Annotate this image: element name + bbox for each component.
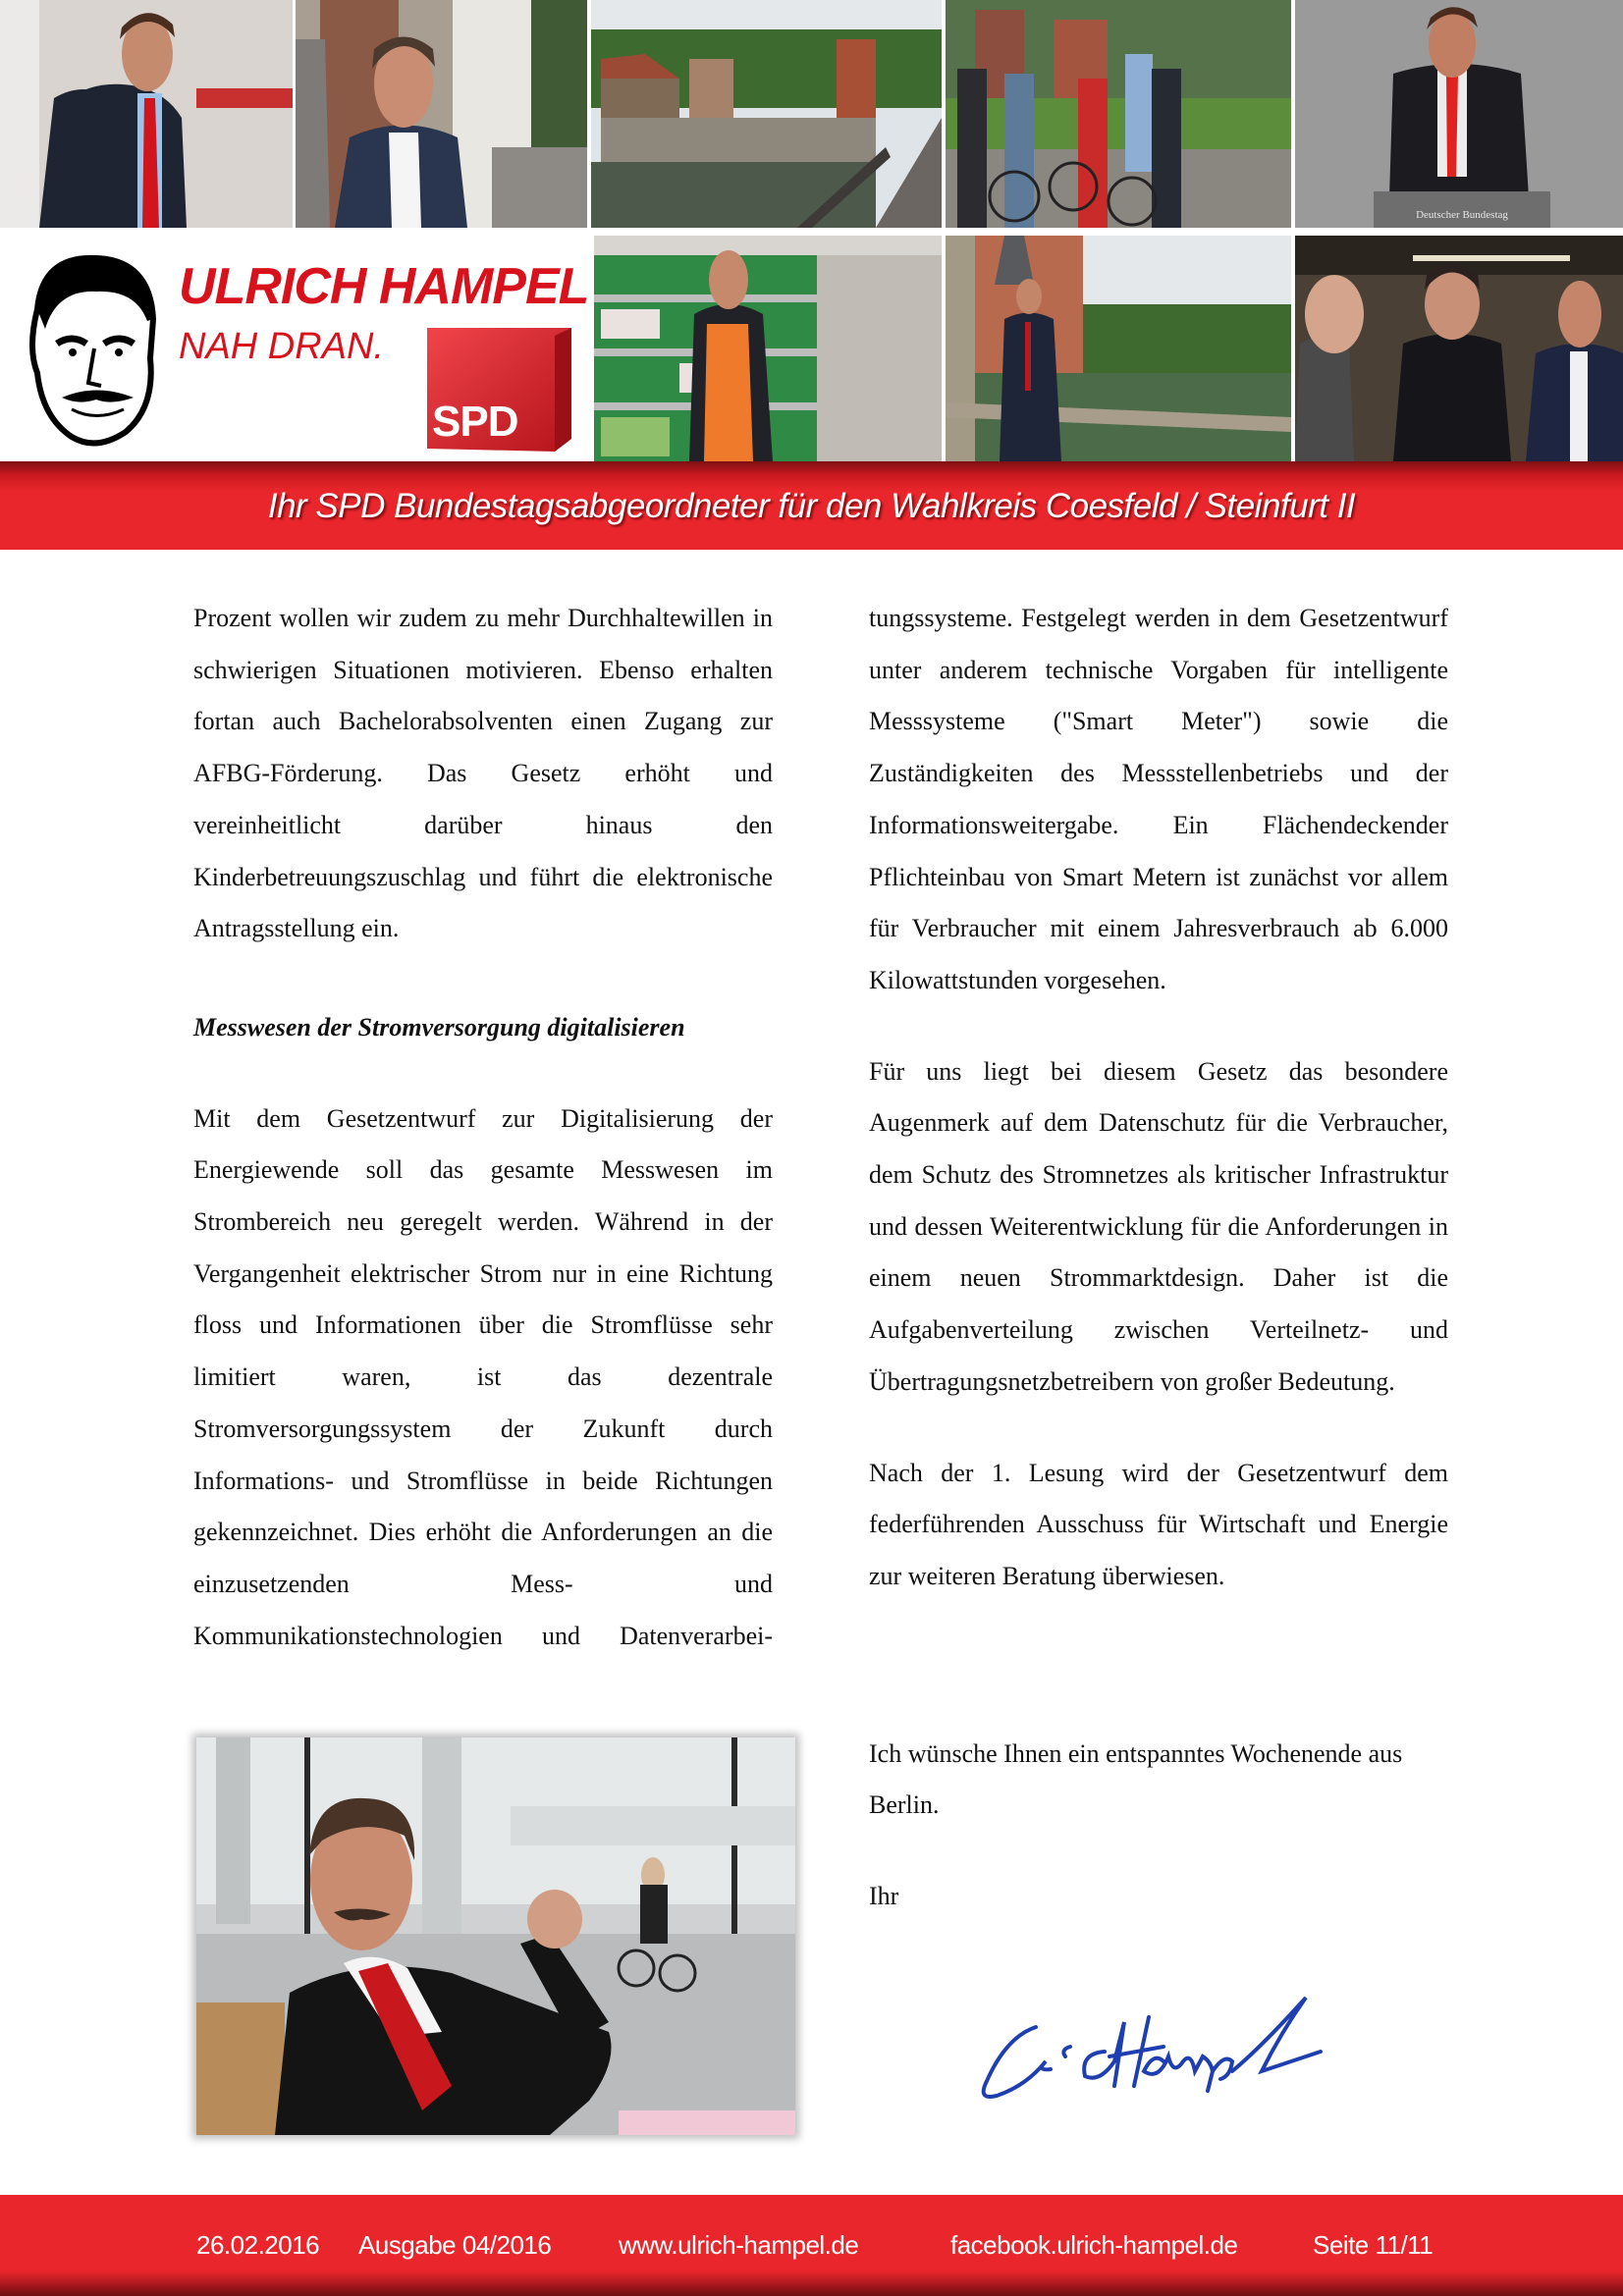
footer-date: 26.02.2016 <box>196 2230 320 2260</box>
logo-tagline: NAH DRAN. <box>179 326 385 367</box>
sign-off: Ihr <box>869 1882 899 1911</box>
photo-bicycle-group <box>946 0 1291 228</box>
photo-food-bank <box>591 236 942 461</box>
footer-website-link[interactable]: www.ulrich-hampel.de <box>619 2230 859 2260</box>
footer-bar <box>0 2195 1623 2296</box>
banner-title: Ihr SPD Bundestagsabgeordneter für den Wahlkreis Coesfeld / Steinfurt II <box>267 487 1356 525</box>
podium-sign-text: Deutscher Bundestag <box>1416 209 1508 221</box>
photo-castle-moat <box>591 0 942 228</box>
spd-logo-text: SPD <box>432 398 518 446</box>
left-column <box>193 593 773 1662</box>
section-heading: Messwesen der Stromversorgung digitalisieren <box>193 1012 685 1041</box>
photo-portrait-red-tie <box>0 0 293 228</box>
right-column <box>869 593 1448 1923</box>
paragraph-smart-meter: tungssysteme. Festgelegt werden in dem Gesetzentwurf unter anderem technische Vorgaben für intelligente Messsysteme ("Smart Meter") sowie die Zuständigkeiten des Messstellenbetriebs und der Informationsweitergabe. Ein Flächendeckender Pflichteinbau von Smart Metern ist zunächst vor allem für Verbraucher mit einem Jahresverbrauch ab 6.000 Kilowattstunden vorgesehen. <box>869 604 1448 994</box>
portrait-photo <box>196 1737 795 2135</box>
closing-greeting: Ich wünsche Ihnen ein entspanntes Wochenende aus Berlin. <box>869 1738 1403 1820</box>
photo-bundestag-speech <box>1295 0 1623 228</box>
photo-castle-bridge <box>946 236 1291 461</box>
paragraph-data-protection: Für uns liegt bei diesem Gesetz das besondere Augenmerk auf dem Datenschutz für die Verbraucher, dem Schutz des Stromnetzes als kritischer Infrastruktur und dessen Weiterentwicklung für die Anforderungen in einem neuen Strommarktdesign. Daher ist die Aufgabenverteilung zwischen Verteilnetz- und Übertragungsnetzbetreibern von großer Bedeutung. <box>869 1056 1448 1396</box>
paragraph-afbg: Prozent wollen wir zudem zu mehr Durchhaltewillen in schwierigen Situationen motivieren. Ebenso erhalten fortan auch Bachelorabsolventen einen Zugang zur AFBG-Förderung. Das Gesetz erhöht und vereinheitlicht darüber hinaus den Kinderbetreuungszuschlag und führt die elektronische Antragsstellung ein. <box>193 604 773 943</box>
footer-facebook-link[interactable]: facebook.ulrich-hampel.de <box>950 2230 1238 2260</box>
photo-factory-visit <box>1295 236 1623 461</box>
logo-name: ULRICH HAMPEL <box>179 258 589 315</box>
header-photo-collage <box>0 0 1623 461</box>
paragraph-first-reading: Nach der 1. Lesung wird der Gesetzentwurf dem federführenden Ausschuss für Wirtschaft und Energie zur weiteren Beratung überwiesen. <box>869 1458 1448 1590</box>
handwritten-signature <box>967 1993 1360 2110</box>
photo-street-smile <box>296 0 587 228</box>
footer-issue: Ausgabe 04/2016 <box>358 2230 552 2260</box>
candidate-face-illustration <box>18 250 165 452</box>
candidate-logo <box>0 236 594 461</box>
footer-page-number: Seite 11/11 <box>1313 2230 1434 2260</box>
paragraph-digitalization: Mit dem Gesetzentwurf zur Digitalisierung der Energiewende soll das gesamte Messwesen im Strombereich neu geregelt werden. Während in der Vergangenheit elektrischer Strom nur in eine Richtung floss und Informationen über die Stromflüsse sehr limitiert waren, ist das dezentrale Stromversorgungssystem der Zukunft durch Informations- und Stromflüsse in beide Richtungen gekennzeichnet. Dies erhöht die Anforderungen an die einzusetzenden Mess- und Kommunikationstechnologien und Datenverarbei- <box>193 1103 773 1650</box>
title-banner <box>0 461 1623 550</box>
